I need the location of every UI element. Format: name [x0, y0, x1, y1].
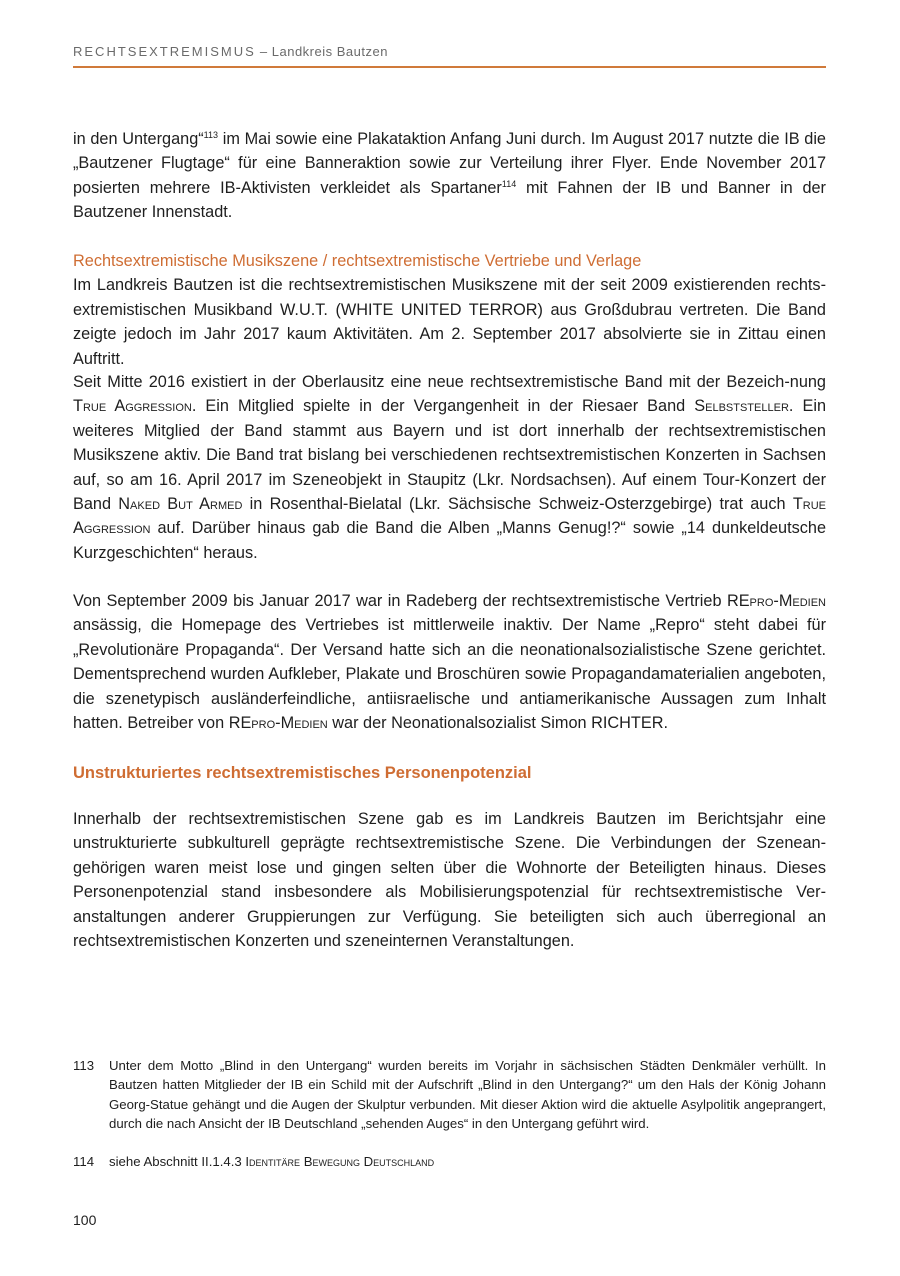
header-separator: –	[255, 44, 272, 59]
paragraph-repro-medien	[73, 589, 826, 735]
band-name: True Aggression	[73, 495, 826, 538]
text-segment: . Ein weiteres Mitglied der Band stammt aus Bayern und ist dort innerhalb der rechtsextremistischen Musikszene aktiv. Die Band trat bislang bei verschiedenen rechtsextremistischen Konzerten in Sachsen auf, so am 16. April 2017 im Szeneobjekt in Staupitz (Lkr. Nordsachsen). Auf einem Tour-Konzert der Band	[73, 397, 827, 514]
footnote-ref-114[interactable]: 114	[501, 178, 517, 189]
paragraph-personenpotenzial	[73, 807, 826, 953]
paragraph-text: Innerhalb der rechtsextremistischen Szene gab es im Landkreis Bautzen im Berichtsjahr eine unstrukturierte subkulturell geprägte rechtsextremistische Szene. Die Verbindungen der Szenean-gehörigen waren meist lose und gingen selten über die Wohnorte der Beteiligten hinaus. Dieses Personenpotenzial stand insbesondere als Mobilisierungspotenzial für rechtsextremistische Ver-anstaltungen anderer Gruppierungen zur Verfügung. Sie beteiligten sich auch überregional an rechtsextremistischen Konzerten und szeneinternen Veranstaltungen.	[73, 810, 826, 951]
footnote-text: siehe Abschnitt II.1.4.3	[109, 1154, 246, 1169]
band-name: Naked But Armed	[118, 495, 243, 514]
text-segment: war der Neonationalsozialist Simon RICHTER.	[327, 714, 668, 733]
footnote-number: 114	[73, 1154, 95, 1169]
vendor-name: REpro-Medien	[726, 592, 826, 610]
footnote-114	[73, 1152, 826, 1171]
vendor-name: REpro-Medien	[228, 714, 328, 733]
text-segment: auf. Darüber hinaus gab die Band die Alben „Manns Genug!?“ sowie „14 dunkeldeutsche Kurzgeschichten“ heraus.	[73, 519, 826, 562]
paragraph-true-aggression	[73, 370, 826, 565]
footnote-113	[73, 1056, 826, 1134]
text-segment: Von September 2009 bis Januar 2017 war in Radeberg der rechtsextremistische Vertrieb	[73, 592, 727, 610]
text-segment: . Ein Mitglied spielte in der Vergangenheit in der Riesaer Band	[191, 397, 695, 416]
subheading-musikszene: Rechtsextremistische Musikszene / rechtsextremistische Vertriebe und Verlage	[73, 252, 642, 270]
paragraph-ib-actions	[73, 127, 826, 225]
header-region: Landkreis Bautzen	[271, 44, 388, 59]
text-segment: Seit Mitte 2016 existiert in der Oberlausitz eine neue rechtsextremistische Band mit der Bezeich-nung	[73, 373, 826, 391]
footnote-text: Unter dem Motto „Blind in den Untergang“ wurden bereits im Vorjahr in sächsischen Städten Denkmäler verhüllt. In Bautzen hatten Mitglieder der IB ein Schild mit der Aufschrift „Blind in den Untergang?“ um den Hals der König Johann Georg-Statue gehängt und die Augen der Skulptur verbunden. Mit dieser Aktion wird die aktuelle Asylpolitik angeprangert, durch die nach Ansicht der IB Deutschland „sehenden Auges“ in den Untergang geführt wird.	[109, 1058, 826, 1132]
text-segment: im Mai sowie eine Plakataktion Anfang Juni durch. Im August 2017 nutzte die IB die „Bautzener Flugtage“ für eine Banneraktion sowie zur Verteilung ihrer Flyer. Ende November 2017 posierten mehrere IB-Aktivisten verkleidet als Spartaner	[73, 130, 826, 197]
section-heading: Unstrukturiertes rechtsextremistisches Personenpotenzial	[73, 764, 532, 782]
footnote-ref-113[interactable]: 113	[203, 130, 219, 140]
section-reference-link[interactable]: Identitäre Bewegung Deutschland	[245, 1154, 435, 1169]
text-segment: ansässig, die Homepage des Vertriebes ist mittlerweile inaktiv. Der Name „Repro“ steht dabei für „Revolutionäre Propaganda“. Der Versand hatte sich an die neonationalsozialistische Szene gerichtet. Dementsprechend wurden Aufkleber, Plakate und Broschüren sowie Propagandamaterialien angeboten, die szenetypisch ausländerfeindliche, antiisraelische und antiamerikanische Aussagen zum Inhalt hatten. Betreiber von	[73, 616, 826, 733]
header-section: RECHTSEXTREMISMUS	[73, 44, 256, 59]
page-number: 100	[73, 1212, 97, 1228]
band-name: True Aggression	[73, 397, 192, 416]
text-segment: mit Fahnen der IB und Banner in der Bautzener Innenstadt.	[73, 178, 826, 222]
heading-personenpotenzial-block	[73, 761, 826, 785]
music-section	[73, 249, 826, 371]
text-segment: in den Untergang“	[73, 130, 204, 148]
text-segment: in Rosenthal-Bielatal (Lkr. Sächsische Schweiz-Osterzgebirge) trat auch	[242, 495, 793, 514]
footnote-number: 113	[73, 1058, 95, 1073]
paragraph-wut-band: Im Landkreis Bautzen ist die rechtsextremistischen Musikszene mit der seit 2009 existierenden rechts-extremistischen Musikband W.U.T. (WHITE UNITED TERROR) aus Großdubrau vertreten. Die Band zeigte jedoch im Jahr 2017 kaum Aktivitäten. Am 2. September 2017 absolvierte sie in Zittau einen Auftritt.	[73, 276, 826, 368]
running-header	[73, 44, 826, 68]
band-name: Selbststeller	[694, 397, 789, 416]
